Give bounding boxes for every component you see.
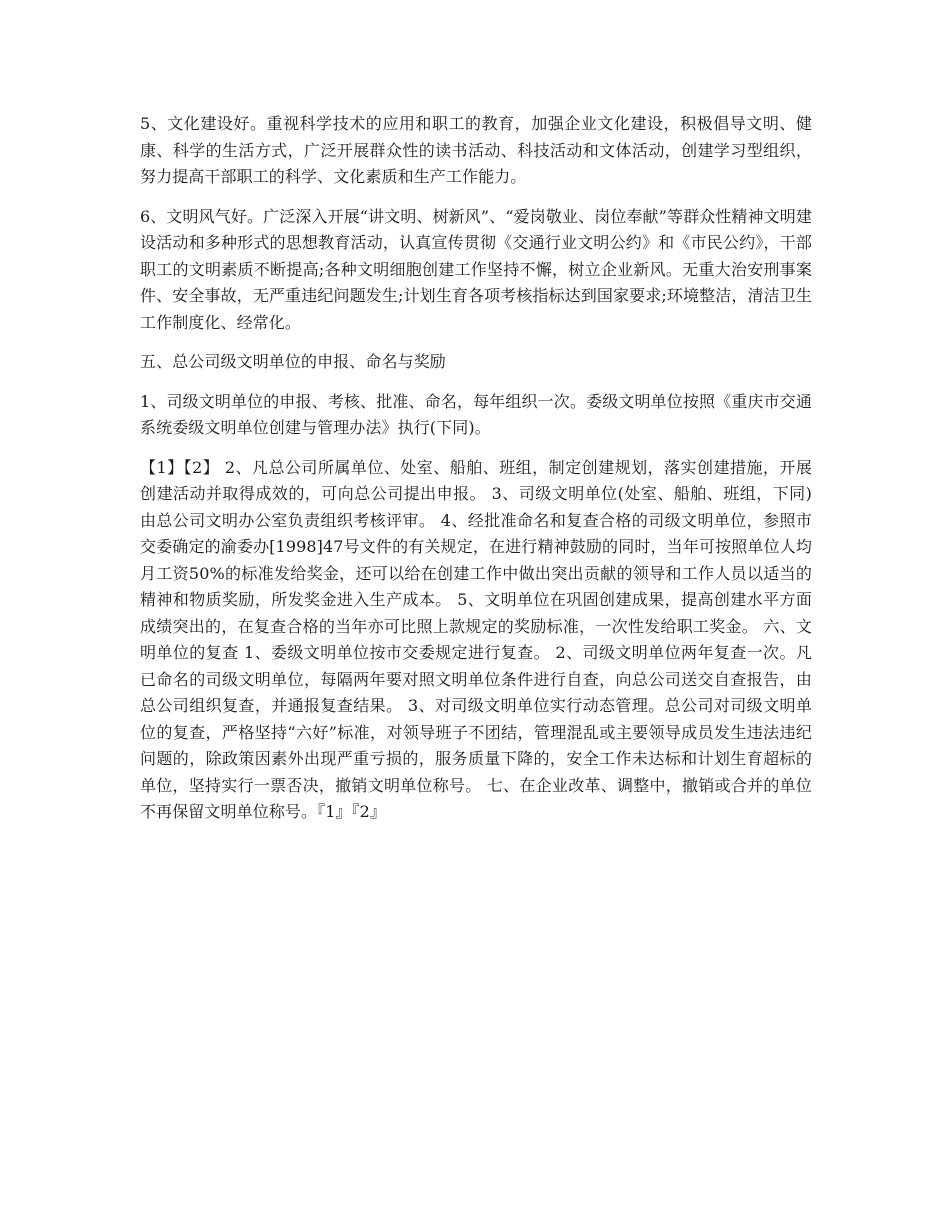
paragraph-application-review-rules: 【1】【2】 2、凡总公司所属单位、处室、船舶、班组，制定创建规划，落实创建措施，开展创建活动并取得成效的，可向总公司提出申报。 3、司级文明单位(处室、船舶、班组，下同)由总公司文明办公室负责组织考核评审。 4、经批准命名和复查合格的司级文明单位，参照市交委确定的渝委办[1998]47号文件的有关规定，在进行精神鼓励的同时，当年可按照单位人均月工资50%的标准发给奖金，还可以给在创建工作中做出突出贡献的领导和工作人员以适当的精神和物质奖励，所发奖金进入生产成本。 5、文明单位在巩固创建成果，提高创建水平方面成绩突出的，在复查合格的当年亦可比照上款规定的奖励标准，一次性发给职工奖金。 六、文明单位的复查 1、委级文明单位按市交委规定进行复查。 2、司级文明单位两年复查一次。凡已命名的司级文明单位，每隔两年要对照文明单位条件进行自查，向总公司送交自查报告，由总公司组织复查，并通报复查结果。 3、对司级文明单位实行动态管理。总公司对司级文明单位的复查，严格坚持“六好”标准，对领导班子不团结，管理混乱或主要领导成员发生违法违纪问题的，除政策因素外出现严重亏损的，服务质量下降的，安全工作未达标和计划生育超标的单位，坚持实行一票否决，撤销文明单位称号。 七、在企业改革、调整中，撤销或合并的单位不再保留文明单位称号。『1』『2』 — [140, 457, 812, 821]
section-heading-declaration-naming-reward: 五、总公司级文明单位的申报、命名与奖励 — [140, 352, 446, 371]
document-page — [140, 111, 812, 839]
paragraph-culture-construction: 5、文化建设好。重视科学技术的应用和职工的教育，加强企业文化建设，积极倡导文明、健康、科学的生活方式，广泛开展群众性的读书活动、科技活动和文体活动，创建学习型组织，努力提高干部职工的科学、文化素质和生产工作能力。 — [140, 114, 812, 186]
paragraph-civilized-ethos: 6、文明风气好。广泛深入开展“讲文明、树新风”、“爱岗敬业、岗位奉献”等群众性精神文明建设活动和多种形式的思想教育活动，认真宣传贯彻《交通行业文明公约》和《市民公约》，干部职工的文明素质不断提高;各种文明细胞创建工作坚持不懈，树立企业新风。无重大治安刑事案件、安全事故，无严重违纪问题发生;计划生育各项考核指标达到国家要求;环境整洁，清洁卫生工作制度化、经常化。 — [140, 206, 812, 332]
paragraph-declaration-assessment: 1、司级文明单位的申报、考核、批准、命名，每年组织一次。委级文明单位按照《重庆市交通系统委级文明单位创建与管理办法》执行(下同)。 — [140, 391, 812, 437]
